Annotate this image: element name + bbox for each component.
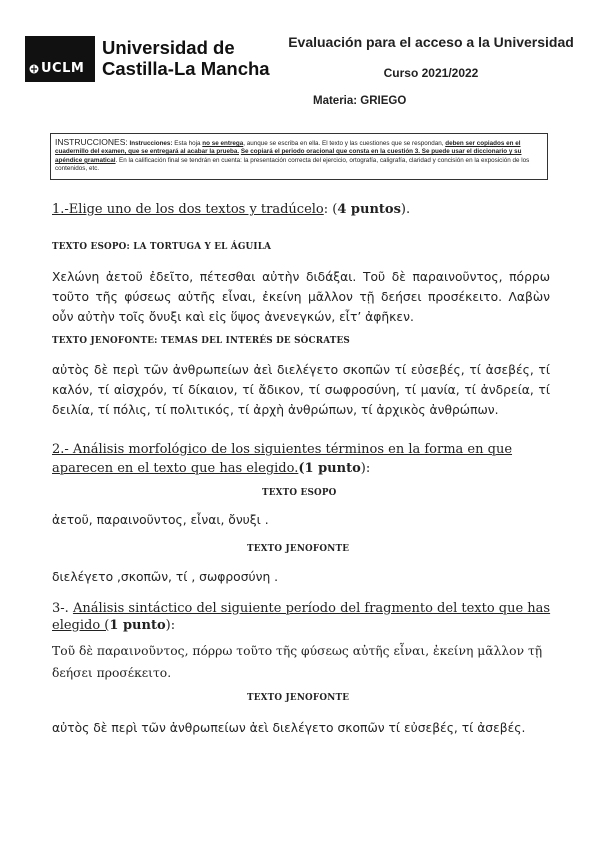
- q2-jenofonte-label: TEXTO JENOFONTE: [247, 544, 350, 554]
- question-2-points: (1 punto: [298, 461, 361, 476]
- university-name-line2: Castilla-La Mancha: [102, 58, 270, 79]
- question-3-close: ):: [165, 618, 176, 633]
- instructions-underline-3: Se copiará el periodo oracional que consta en la cuestión 3. Se puede usar el diccionario y su apéndice gramatical: [55, 148, 522, 164]
- question-2-close: ):: [360, 461, 371, 476]
- question-1-close: ).: [400, 202, 411, 217]
- q2-esopo-label: TEXTO ESOPO: [262, 488, 337, 498]
- text-esopo-label: TEXTO ESOPO: LA TORTUGA Y EL ÁGUILA: [52, 242, 272, 252]
- question-1-title: [52, 202, 410, 217]
- question-1-points: 4 puntos: [337, 202, 401, 217]
- question-1-colon: : (: [323, 202, 338, 217]
- text-jenofonte-label: TEXTO JENOFONTE: TEMAS DEL INTERÉS DE SÓCRATES: [52, 336, 350, 346]
- instructions-text-2: , aunque se escriba en ella. El texto y las cuestiones que se respondan,: [243, 140, 444, 147]
- instructions-label: INSTRUCCIONES:: [55, 137, 128, 147]
- university-name-line1: Universidad de: [102, 37, 235, 58]
- text-esopo-body: Χελώνη ἀετοῦ ἐδεῖτο, πέτεσθαι αὐτὴν διδάξαι. Τοῦ δὲ παραινοῦντος, πόρρω τοῦτο τῆς φύσεως αὐτῆς εἶναι, ἐκείνη μᾶλλον τῇ δεήσει προσέκειτο. Λαβὼν οὖν αὐτὴν τοῖς ὄνυξι καὶ εἰς ὕψος ἀνενεγκών, εἶτ’ ἀφῆκεν.: [52, 270, 550, 324]
- instructions-underline-1: no se entrega: [202, 140, 244, 147]
- logo-badge: [25, 36, 95, 82]
- logo-text: UCLM: [41, 61, 85, 76]
- exam-year: Curso 2021/2022: [383, 66, 479, 80]
- text-jenofonte-body: αὐτὸς δὲ περὶ τῶν ἀνθρωπείων ἀεὶ διελέγετο σκοπῶν τί εὐσεβές, τί ἀσεβές, τί καλόν, τί αἰσχρόν, τί δίκαιον, τί ἄδικον, τί σωφροσύνη, τί μανία, τί ἀνδρεία, τί δειλία, τί πόλις, τί πολιτικός, τί ἀρχὴ ἀνθρώπων, τί ἀρχικὸς ἀνθρώπων.: [52, 363, 550, 417]
- question-1-text: 1.-Elige uno de los dos textos y tradúcelo: [52, 202, 324, 217]
- university-logo-block: [25, 36, 270, 82]
- instructions-heading: Instrucciones:: [129, 140, 173, 147]
- q2-esopo-terms: ἀετοῦ, παραινοῦντος, εἶναι, ὄνυξι .: [52, 513, 269, 527]
- question-2-text: 2.- Análisis morfológico de los siguientes términos en la forma en que aparecen en el texto que has elegido.: [52, 442, 513, 476]
- exam-title: Evaluación para el acceso a la Universidad: [288, 34, 574, 50]
- question-3-text: Análisis sintáctico del siguiente período del fragmento del texto que has elegido (: [52, 601, 551, 633]
- question-2-title: [52, 440, 552, 478]
- exam-header: [281, 34, 581, 80]
- q3-jenofonte-text: αὐτὸς δὲ περὶ τῶν ἀνθρωπείων ἀεὶ διελέγετο σκοπῶν τί εὐσεβές, τί ἀσεβές.: [52, 721, 526, 735]
- instructions-box: [50, 133, 548, 180]
- question-3-prefix: 3-.: [52, 601, 73, 616]
- instructions-underline-2: deben ser copiados en el cuadernillo del examen, que se entregará al acabar la prueba.: [55, 140, 521, 156]
- q3-esopo-text: Τοῦ δὲ παραινοῦντος, πόρρω τοῦτο τῆς φύσεως αὐτῆς εἶναι, ἐκείνη μᾶλλον τῇ δεήσει προσέκειτο.: [52, 644, 543, 680]
- q2-jenofonte-terms: διελέγετο ,σκοπῶν, τί , σωφροσύνη .: [52, 570, 279, 584]
- question-3-points: 1 punto: [109, 618, 166, 633]
- question-3-title: [52, 600, 552, 634]
- ucl-emblem-icon: [29, 64, 39, 74]
- university-name: [102, 37, 270, 79]
- instructions-text-3: . En la calificación final se tendrán en cuenta: la presentación correcta del ejercicio, ortografía, caligrafía, claridad y concisión en la exposición de los contenidos, etc.: [55, 156, 530, 173]
- q3-jenofonte-label: TEXTO JENOFONTE: [247, 693, 350, 703]
- subject-line: Materia: GRIEGO: [313, 95, 407, 107]
- instructions-text-1: Esta hoja: [174, 140, 201, 147]
